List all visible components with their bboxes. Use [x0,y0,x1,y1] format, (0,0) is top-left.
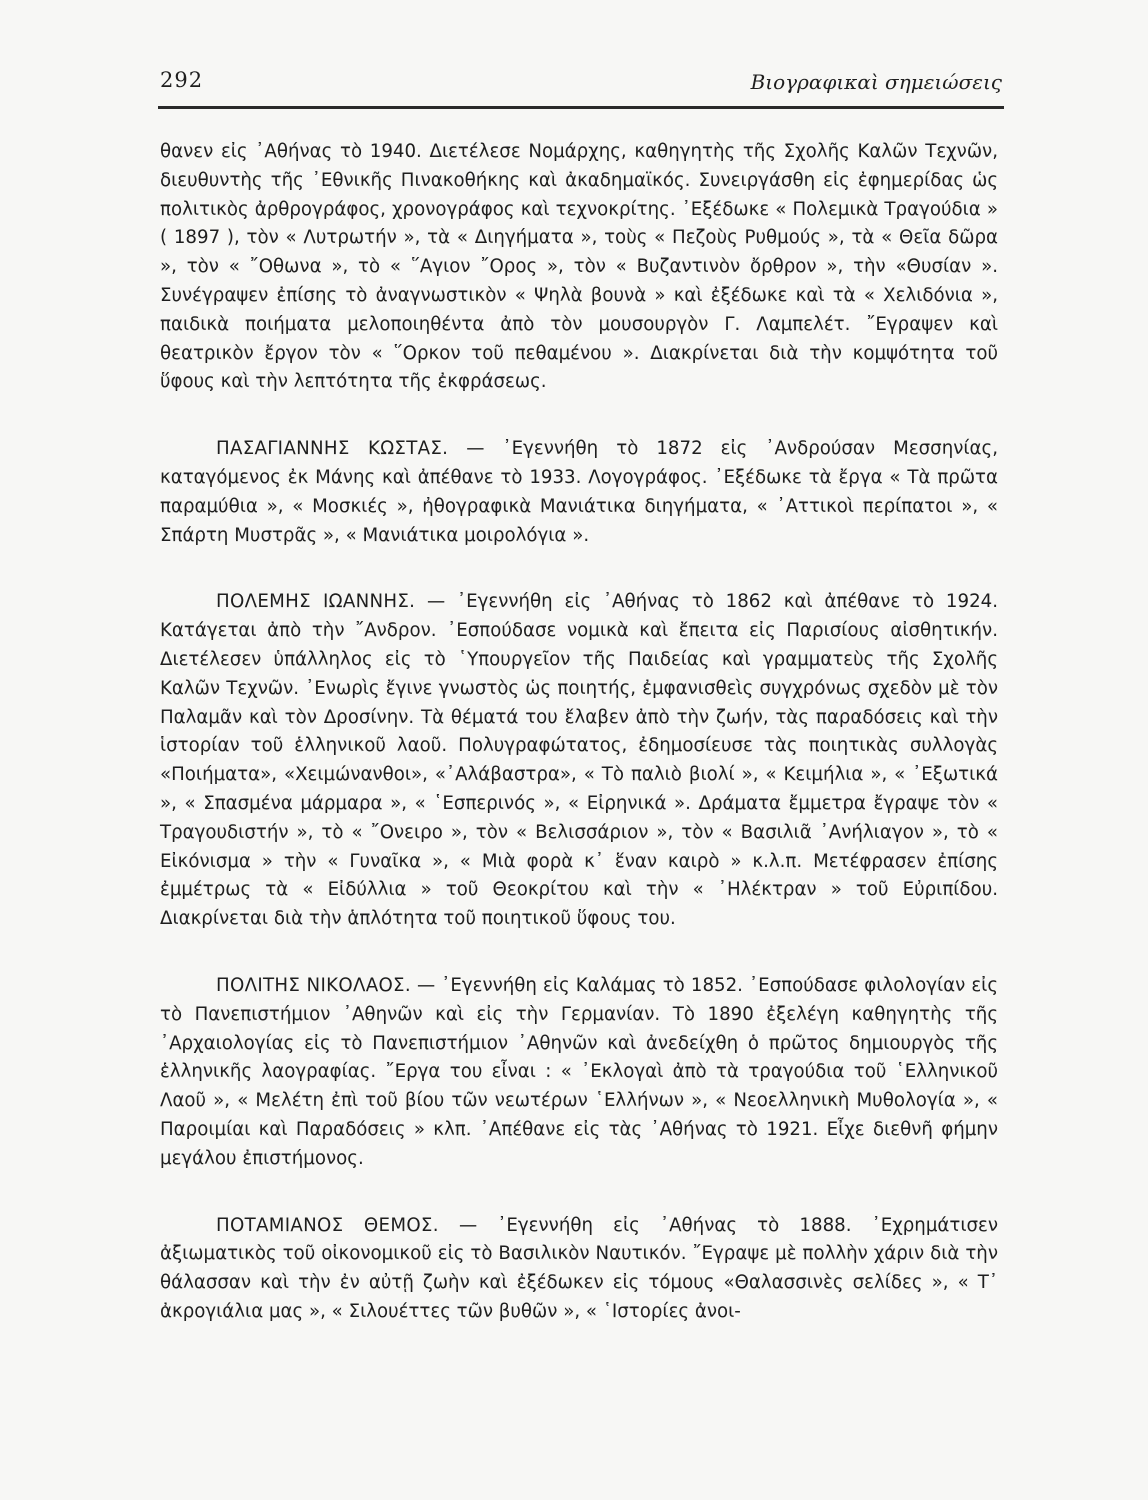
entry-name: ΠΟΤΑΜΙΑΝΟΣ ΘΕΜΟΣ. [216,1214,439,1236]
page-number: 292 [160,68,204,92]
entry-pasagiannis [160,435,998,550]
entry-politis [160,972,998,1174]
paragraph-text: θανεν εἰς ᾿Αθήνας τὸ 1940. Διετέλεσε Νομάρχης, καθηγητὴς τῆς Σχολῆς Καλῶν Τεχνῶν, διευθυντὴς τῆς ᾿Εθνικῆς Πινακοθήκης καὶ ἀκαδημαϊκός. Συνειργάσθη εἰς ἐφημερίδας ὡς πολιτικὸς ἀρθρογράφος, χρονογράφος καὶ τεχνοκρίτης. ᾿Εξέδωκε « Πολεμικὰ Τραγούδια » ( 1897 ), τὸν « Λυτρωτήν », τὰ « Διηγήματα », τοὺς « Πεζοὺς Ρυθμούς », τὰ « Θεῖα δῶρα », τὸν « ῎Οθωνα », τὸ « ῞Αγιον ῎Ορος », τὸν « Βυζαντινὸν ὄρθρον », τὴν «Θυσίαν ». Συνέγραψεν ἐπίσης τὸ ἀναγνωστικὸν « Ψηλὰ βουνὰ » καὶ ἐξέδωκε καὶ τὰ « Χελιδόνια », παιδικὰ ποιήματα μελοποιηθέντα ἀπὸ τὸν μουσουργὸν Γ. Λαμπελέτ. ῎Εγραψεν καὶ θεατρικὸν ἔργον τὸν « ῞Ορκον τοῦ πεθαμένου ». Διακρίνεται διὰ τὴν κομψότητα τοῦ ὕφους καὶ τὴν λεπτότητα τῆς ἐκφράσεως. [160,141,998,393]
entry-text: — ᾿Εγεννήθη εἰς ᾿Αθήνας τὸ 1888. ᾿Εχρημάτισεν ἀξιωματικὸς τοῦ οἰκονομικοῦ εἰς τὸ Βασιλικὸν Ναυτικόν. ῎Εγραψε μὲ πολλὴν χάριν διὰ τὴν θάλασσαν καὶ τὴν ἐν αὐτῇ ζωὴν καὶ ἐξέδωκεν εἰς τόμους «Θαλασσινὲς σελίδες », « Τ᾿ ἀκρογιάλια μας », « Σιλουέττες τῶν βυθῶν », « ῾Ιστορίες ἀνοι- [160,1214,999,1322]
entry-text: — ᾿Εγεννήθη εἰς Καλάμας τὸ 1852. ᾿Εσπούδασε φιλολογίαν εἰς τὸ Πανεπιστήμιον ᾿Αθηνῶν καὶ εἰς τὴν Γερμανίαν. Τὸ 1890 ἐξελέγη καθηγητὴς τῆς ᾿Αρχαιολογίας εἰς τὸ Πανεπιστήμιον ᾿Αθηνῶν καὶ ἀνεδείχθη ὁ πρῶτος δημιουργὸς τῆς ἑλληνικῆς λαογραφίας. ῎Εργα του εἶναι : « ᾿Εκλογαὶ ἀπὸ τὰ τραγούδια τοῦ ῾Ελληνικοῦ Λαοῦ », « Μελέτη ἐπὶ τοῦ βίου τῶν νεωτέρων ῾Ελλήνων », « Νεοελληνικὴ Μυθολογία », « Παροιμίαι καὶ Παραδόσεις » κλπ. ᾿Απέθανε εἰς τὰς ᾿Αθήνας τὸ 1921. Εἶχε διεθνῆ φήμην μεγάλου ἐπιστήμονος. [160,974,999,1169]
entry-name: ΠΟΛΙΤΗΣ ΝΙΚΟΛΑΟΣ. [216,974,411,996]
running-title: Βιογραφικαὶ σημειώσεις [750,70,1002,94]
entry-text: — ᾿Εγεννήθη εἰς ᾿Αθήνας τὸ 1862 καὶ ἀπέθανε τὸ 1924. Κατάγεται ἀπὸ τὴν ῎Ανδρον. ᾿Εσπούδασε νομικὰ καὶ ἔπειτα εἰς Παρισίους αἰσθητικήν. Διετέλεσεν ὑπάλληλος εἰς τὸ ῾Υπουργεῖον τῆς Παιδείας καὶ γραμματεὺς τῆς Σχολῆς Καλῶν Τεχνῶν. ᾿Ενωρὶς ἔγινε γνωστὸς ὡς ποιητής, ἐμφανισθεὶς συγχρόνως σχεδὸν μὲ τὸν Παλαμᾶν καὶ τὸν Δροσίνην. Τὰ θέματά του ἔλαβεν ἀπὸ τὴν ζωήν, τὰς παραδόσεις καὶ τὴν ἱστορίαν τοῦ ἑλληνικοῦ λαοῦ. Πολυγραφώτατος, ἐδημοσίευσε τὰς ποιητικὰς συλλογὰς «Ποιήματα», «Χειμώνανθοι», «᾿Αλάβαστρα», « Τὸ παλιὸ βιολί », « Κειμήλια », « ᾿Εξωτικά », « Σπασμένα μάρμαρα », « ῾Εσπερινός », « Εἰρηνικά ». Δράματα ἔμμετρα ἔγραψε τὸν « Τραγουδιστήν », τὸ « ῎Ονειρο », τὸν « Βελισσάριον », τὸν « Βασιλιᾶ ᾿Ανήλιαγον », τὸ « Εἰκόνισμα » τὴν « Γυναῖκα », « Μιὰ φορὰ κ᾿ ἕναν καιρὸ » κ.λ.π. Μετέφρασεν ἐπίσης ἐμμέτρως τὰ « Εἰδύλλια » τοῦ Θεοκρίτου καὶ τὴν « ᾿Ηλέκτραν » τοῦ Εὐριπίδου. Διακρίνεται διὰ τὴν ἁπλότητα τοῦ ποιητικοῦ ὕφους του. [160,591,998,930]
entry-polemis [160,588,998,934]
entry-text: — ᾿Εγεννήθη τὸ 1872 εἰς ᾿Ανδρούσαν Μεσσηνίας, καταγόμενος ἐκ Μάνης καὶ ἀπέθανε τὸ 1933. Λογογράφος. ᾿Εξέδωκε τὰ ἔργα « Τὰ πρῶτα παραμύθια », « Μοσκιές », ἠθογραφικὰ Μανιάτικα διηγήματα, « ᾿Αττικοὶ περίπατοι », « Σπάρτη Μυστρᾶς », « Μανιάτικα μοιρολόγια ». [160,438,998,546]
page-header [160,68,1002,108]
entry-name: ΠΟΛΕΜΗΣ ΙΩΑΝΝΗΣ. [216,591,416,613]
paragraph-continuation [160,138,998,397]
header-rule [158,106,1004,109]
entry-name: ΠΑΣΑΓΙΑΝΝΗΣ ΚΩΣΤΑΣ. [216,438,449,460]
entry-potamianos [160,1212,998,1327]
body-text [160,138,998,1327]
